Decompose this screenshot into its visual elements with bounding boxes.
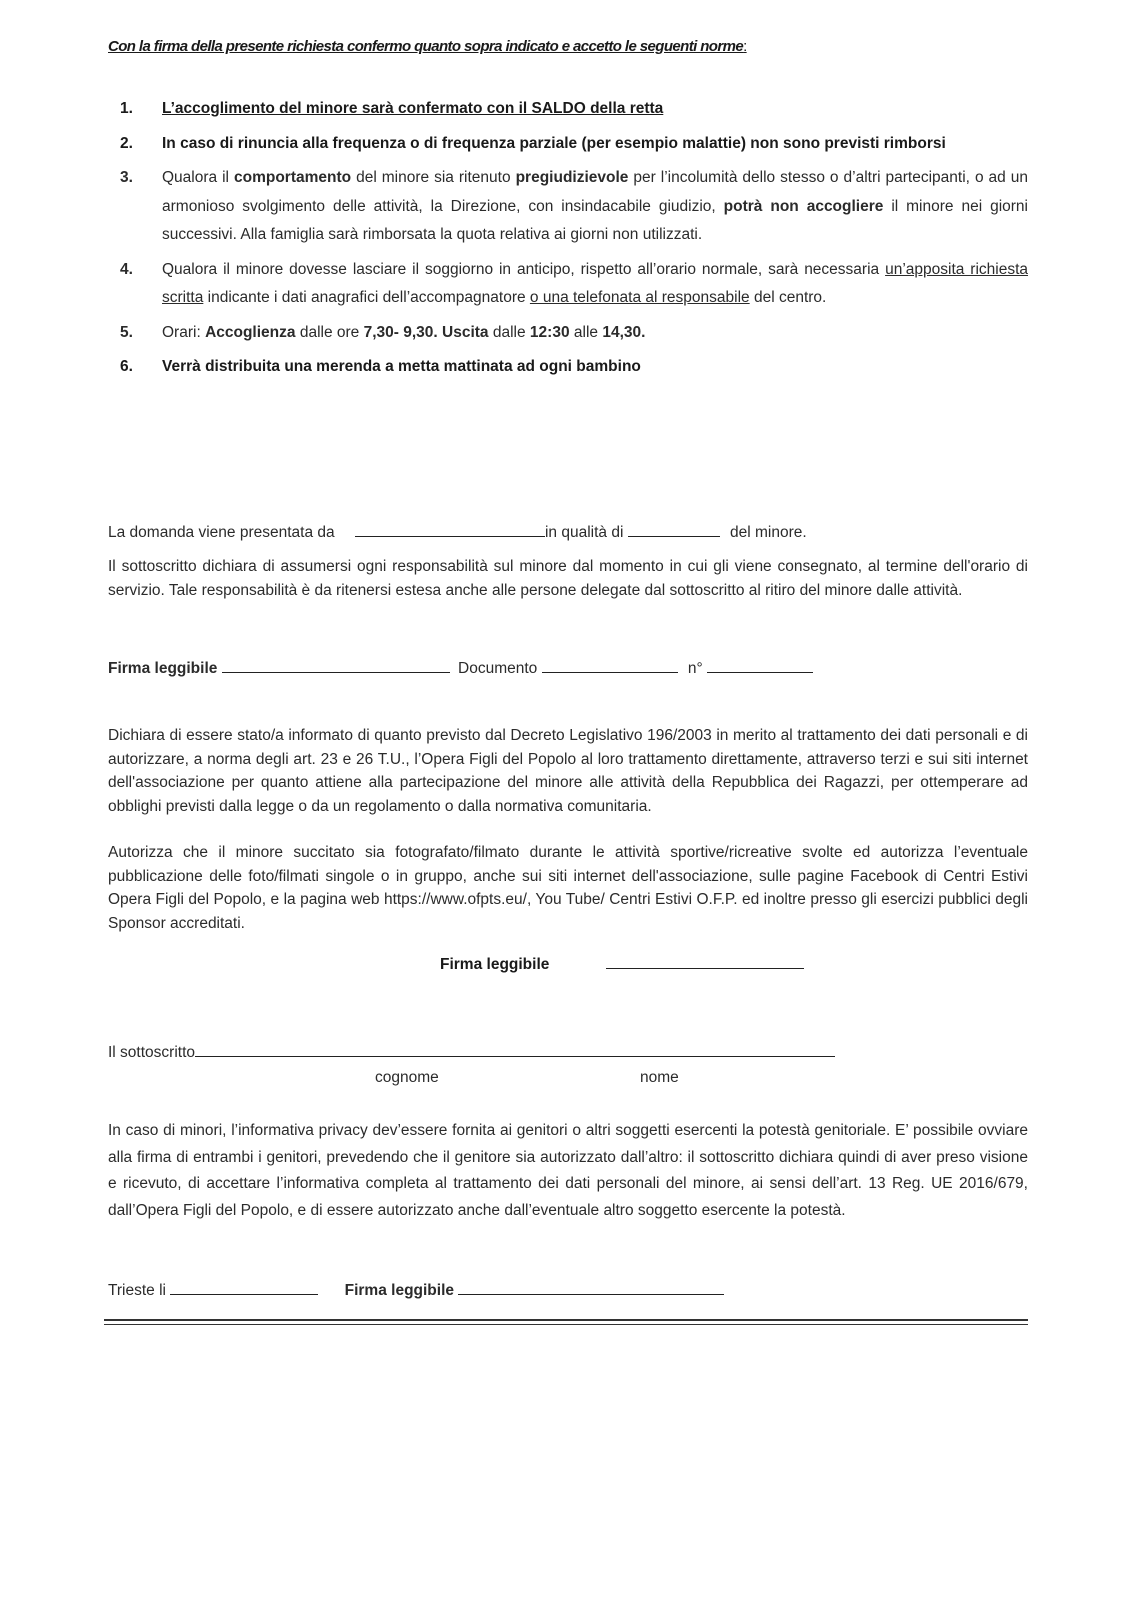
footer-signature-line [108, 1279, 724, 1302]
rule-item-2 [108, 130, 1028, 159]
rule-number: 4. [120, 260, 133, 278]
rule-number: 2. [120, 134, 133, 152]
rule-item-6 [108, 353, 1028, 382]
rule-underlined: un’apposita richiesta scritta [162, 260, 1029, 306]
signature-field[interactable] [222, 657, 450, 673]
rule-number: 5. [120, 323, 133, 341]
rule-text: del centro. [749, 289, 827, 306]
rule-item-3 [108, 164, 1028, 250]
rule-emphasis: Accoglienza [205, 323, 296, 341]
document-field[interactable] [542, 657, 678, 673]
rule-underlined: o una telefonata al responsabile [529, 289, 750, 306]
responsibility-paragraph: Il sottoscritto dichiara di assumersi ogni responsabilità sul minore dal momento in cui gli viene consegnato, al termine dell'orario di servizio. Tale responsabilità è da ritenersi estesa anche alle persone delegate dal sottoscritto al ritiro del minore dalle attività. [108, 558, 1028, 599]
signature-field[interactable] [606, 953, 804, 969]
role-field[interactable] [628, 521, 720, 537]
rule-emphasis: comportamento [233, 169, 352, 186]
rule-emphasis: pregiudizievole [515, 169, 629, 186]
page-title-text: Con la firma della presente richiesta confermo quanto sopra indicato e accetto le seguenti norme [108, 38, 744, 55]
document-number-label: n° [687, 660, 703, 677]
document-number-field[interactable] [707, 657, 813, 673]
rule-text: indicante i dati anagrafici dell’accompagnatore [203, 289, 530, 306]
surname-label: cognome [375, 1069, 439, 1086]
date-field[interactable] [170, 1279, 318, 1295]
presenter-name-field[interactable] [355, 521, 545, 537]
rule-text: L’accoglimento del minore sarà confermato con il SALDO della retta [162, 100, 664, 117]
rule-item-5 [108, 319, 1028, 348]
rule-text: dalle ore [295, 323, 364, 341]
rule-text: Orari: [162, 323, 206, 341]
role-label: in qualità di [544, 524, 624, 541]
rule-number: 6. [120, 358, 133, 375]
name-label: nome [640, 1069, 679, 1086]
signature-label: Firma leggibile [344, 1282, 455, 1299]
rule-emphasis: potrà non accogliere [723, 197, 884, 215]
rule-text: In caso di rinuncia alla frequenza o di frequenza parziale (per esempio malattie) non sono previsti rimborsi [162, 134, 946, 152]
undersigned-field[interactable] [195, 1041, 835, 1057]
rules-list [108, 95, 1028, 388]
photo-authorization: Autorizza che il minore succitato sia fotografato/filmato durante le attività sportive/ricreative svolte ed autorizza l’eventuale pubblicazione delle foto/filmati singole o in gruppo, anche sui siti internet dell'associazione, sulle pagine Facebook di Centri Estivi Opera Figli del Popolo, e la pagina web https://www.ofpts.eu/, You Tube/ Centri Estivi O.F.P. ed inoltre presso gli esercizi pubblici degli Sponsor accreditati. [108, 844, 1028, 932]
rule-item-1 [108, 95, 1028, 124]
document-label: Documento [458, 660, 538, 677]
rule-number: 3. [120, 169, 133, 186]
rule-text: per l’incolumità dello stesso o d’altri partecipanti, o ad un armonioso svolgimento delle attività, la Direzione, con insindacabile giudizio, [162, 169, 1028, 215]
rule-emphasis: 12:30 [529, 323, 570, 341]
signature-label: Firma leggibile [108, 660, 218, 677]
signature-label: Firma leggibile [440, 956, 550, 973]
rule-emphasis: 14,30. [602, 323, 646, 341]
of-minor-label: del minore. [730, 524, 807, 541]
privacy-declaration: Dichiara di essere stato/a informato di quanto previsto dal Decreto Legislativo 196/2003 in merito al trattamento dei dati personali e di autorizzare, a norma degli art. 23 e 26 T.U., l’Opera Figli del Popolo al loro trattamento direttamente, attraverso terzi e sui siti internet dell'associazione per quanto attiene alla partecipazione del minore alle attività della Repubblica dei Ragazzi, per ottemperare ad obblighi previsti dalla legge o da un regolamento o dalla normativa comunitaria. [108, 727, 1028, 815]
footer-double-rule [104, 1319, 1028, 1325]
undersigned-line [108, 1041, 835, 1064]
rule-text: Verrà distribuita una merenda a metta mattinata ad ogni bambino [162, 358, 641, 375]
rule-emphasis: 7,30- 9,30. Uscita [363, 323, 489, 341]
application-line [108, 521, 1028, 545]
signature-line-1 [108, 657, 1028, 681]
undersigned-label: Il sottoscritto [108, 1044, 195, 1061]
rule-text: dalle [488, 323, 530, 341]
signature-line-2 [440, 953, 804, 976]
minors-privacy-paragraph: In caso di minori, l’informativa privacy dev’essere fornita ai genitori o altri soggetti esercenti la potestà genitoriale. E’ possibile ovviare alla firma di entrambi i genitori, prevedendo che il genitore sia autorizzato dall’altro: il sottoscritto dichiara quindi di aver preso visione e ricevuto, di accettare l’informativa completa al trattamento dei dati personali del minore, ai sensi dell’art. 13 Reg. UE 2016/679, dall’Opera Figli del Popolo, e di essere autorizzato anche dall’eventuale altro soggetto esercente la potestà. [108, 1122, 1028, 1219]
place-date-label: Trieste li [108, 1282, 166, 1299]
rule-item-4 [108, 256, 1028, 313]
rule-number: 1. [120, 100, 133, 117]
rule-text: alle [569, 323, 603, 341]
rule-text: Qualora il minore dovesse lasciare il soggiorno in anticipo, rispetto all’orario normale, sarà necessaria [162, 260, 886, 278]
rule-text: del minore sia ritenuto [351, 169, 516, 186]
rule-text: il minore nei giorni successivi. Alla famiglia sarà rimborsata la quota relativa ai giorni non utilizzati. [162, 197, 1028, 243]
presented-by-label: La domanda viene presentata da [108, 524, 335, 541]
page-title-colon: : [743, 38, 747, 55]
page-title [108, 38, 747, 55]
rule-text: Qualora il [162, 169, 234, 186]
signature-field[interactable] [458, 1279, 724, 1295]
